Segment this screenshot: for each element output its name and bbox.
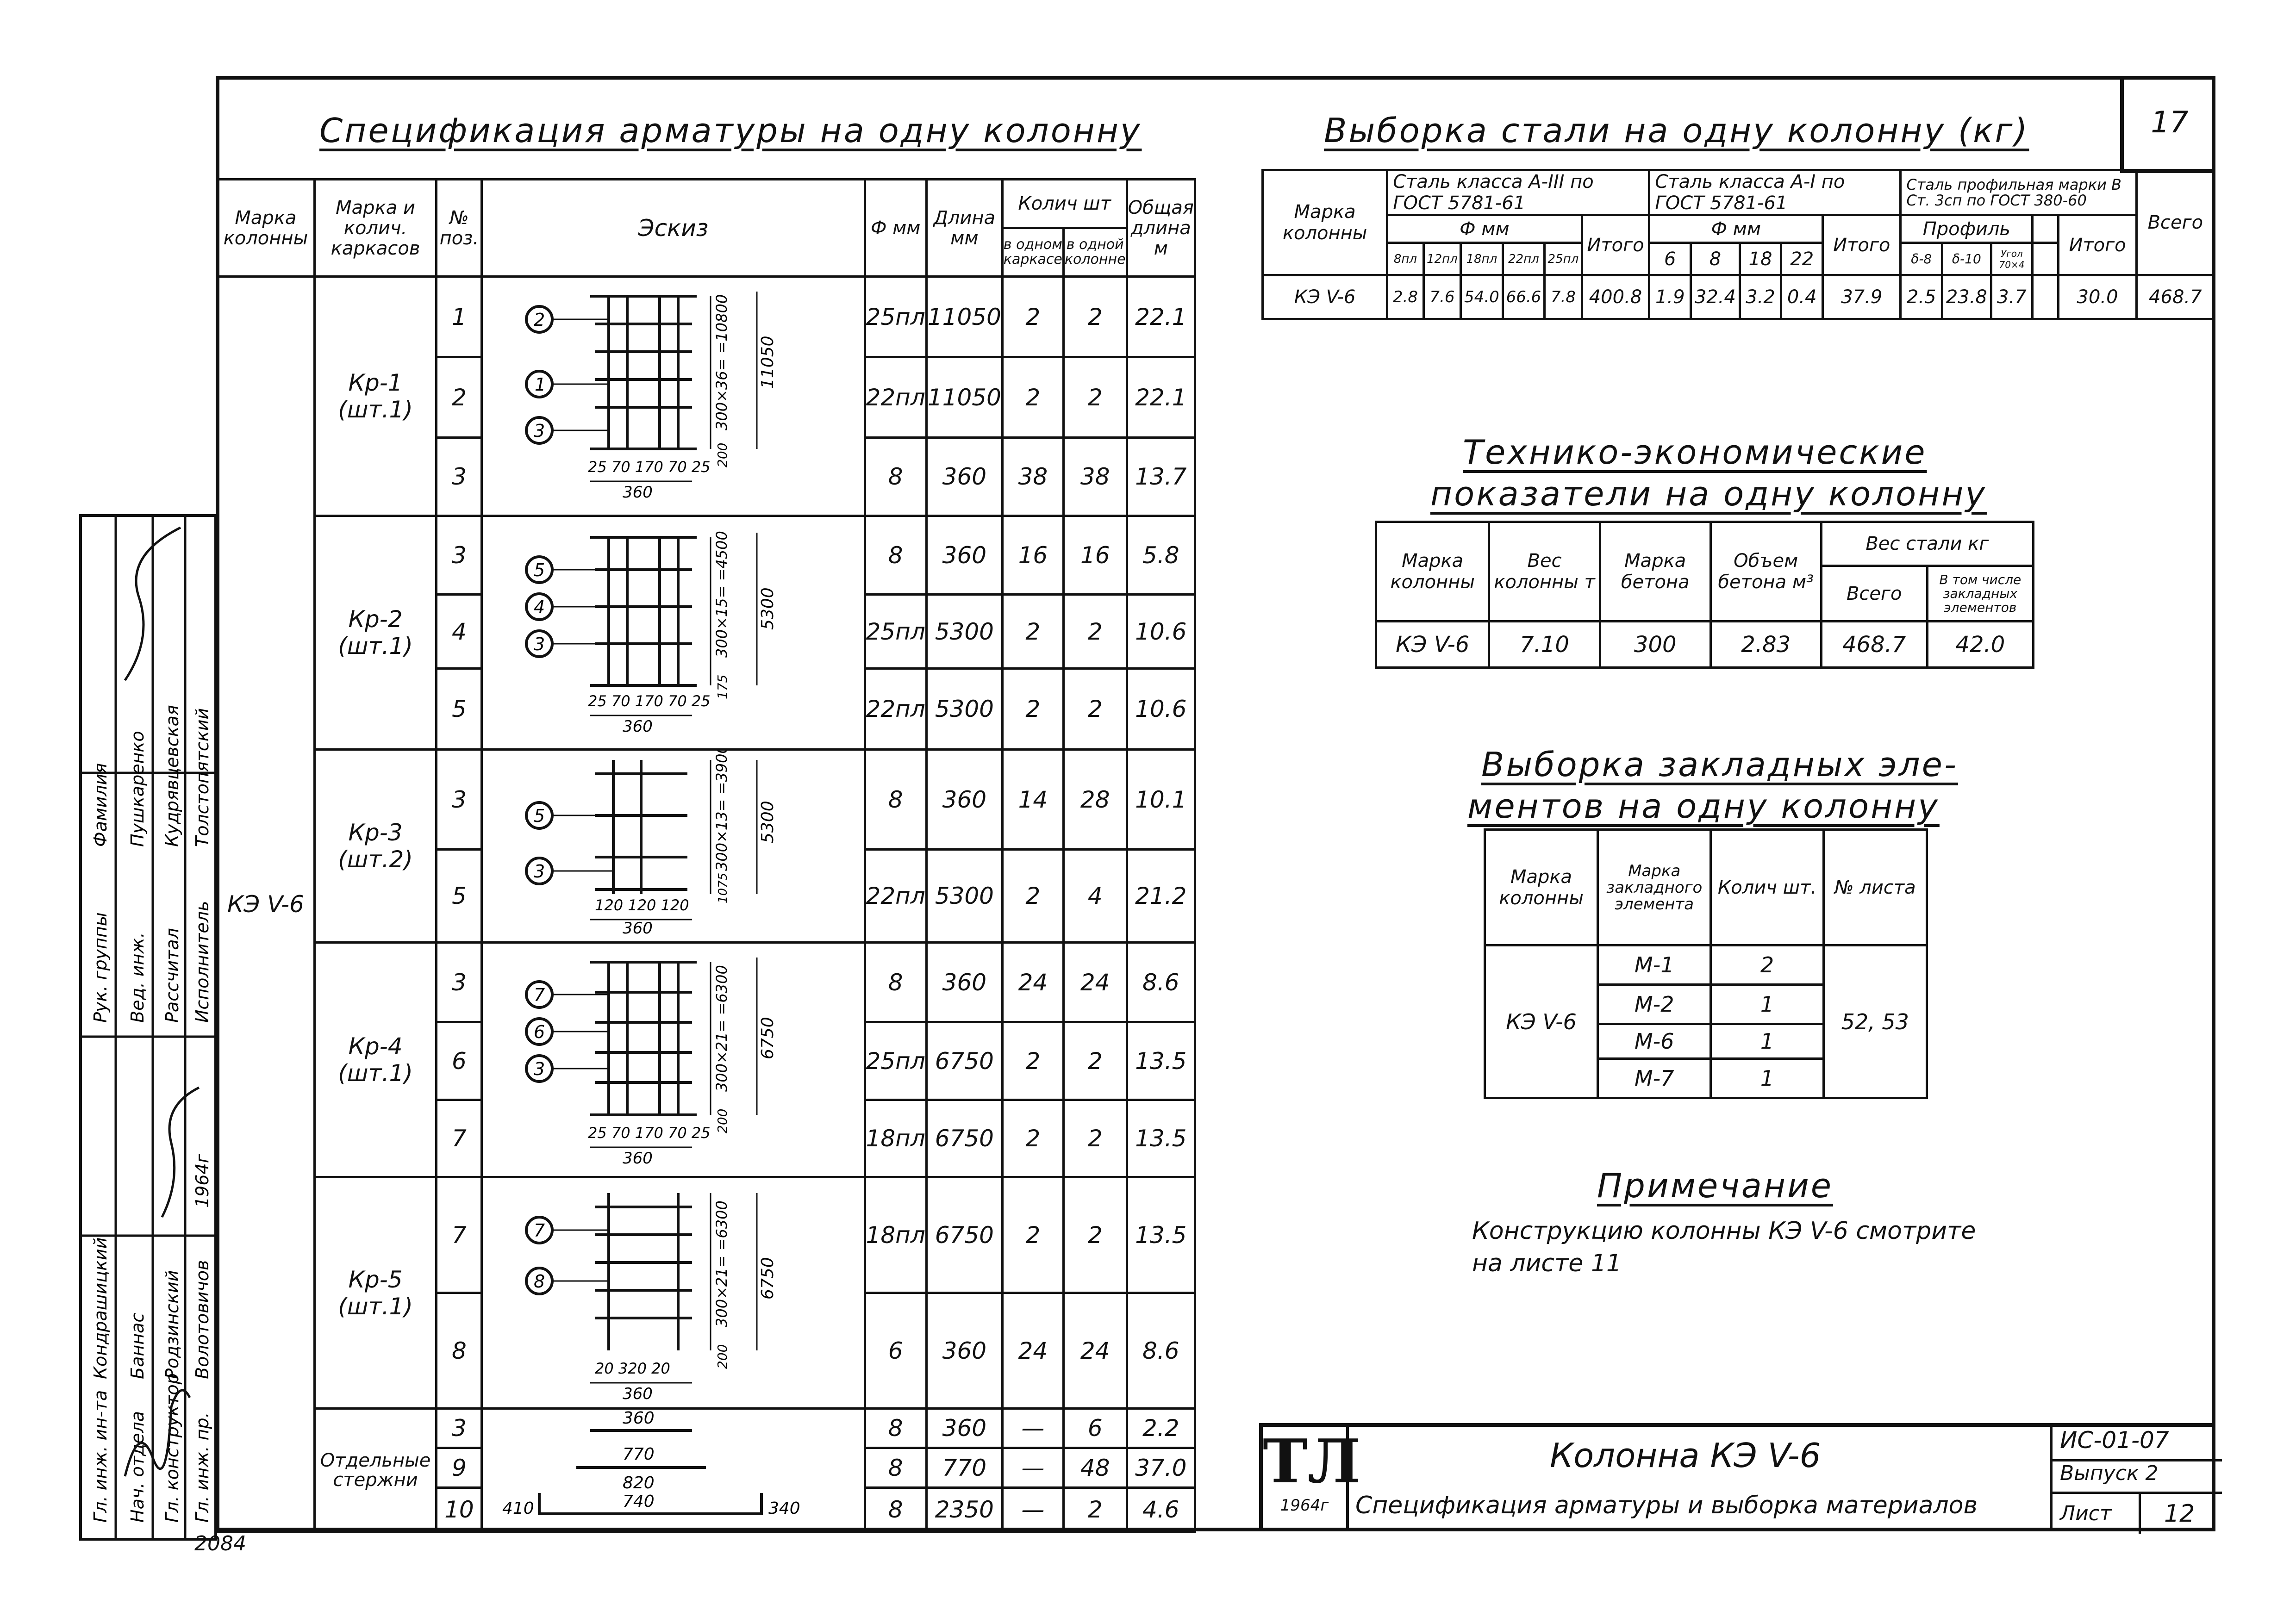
length: 5300 <box>926 595 1002 669</box>
kr5-end: 200 <box>714 1344 730 1369</box>
pos: 3 <box>437 516 482 595</box>
qty-frame: 2 <box>1002 595 1063 669</box>
length: 770 <box>926 1448 1002 1487</box>
teco-h-concrete: Марка бетона <box>1600 522 1710 622</box>
steel-val-blank <box>2033 275 2059 319</box>
steel-a3-total: 400.8 <box>1582 275 1649 319</box>
h-diam: Ф мм <box>865 180 926 277</box>
pos: 3 <box>437 438 482 516</box>
kr4-len: 6750 <box>758 1017 777 1059</box>
kr1-width: 360 <box>622 483 653 502</box>
qty-col: 48 <box>1063 1448 1127 1487</box>
qty-col: 2 <box>1063 1100 1127 1177</box>
diam: 25пл <box>865 1022 926 1100</box>
pos: 7 <box>437 1100 482 1177</box>
steel-h-a3: Сталь класса А-III по ГОСТ 5781-61 <box>1387 170 1649 215</box>
pos: 3 <box>437 943 482 1022</box>
kr5-dim-h: 20 320 20 <box>594 1359 670 1377</box>
diam: 25пл <box>865 595 926 669</box>
emb-el: М-1 <box>1598 945 1711 985</box>
kr3-width: 360 <box>622 919 653 936</box>
pos: 8 <box>437 1293 482 1409</box>
qty-frame: 2 <box>1002 1022 1063 1100</box>
steel-grand-total: 468.7 <box>2136 275 2214 319</box>
svg-text:3: 3 <box>533 861 545 882</box>
diam: 8 <box>865 438 926 516</box>
sketch-kr3-svg <box>484 751 863 936</box>
total: 13.5 <box>1127 1022 1195 1100</box>
qty-frame: 2 <box>1002 1100 1063 1177</box>
steel-prof-c0: δ-8 <box>1901 243 1942 275</box>
emb-el: М-2 <box>1598 985 1711 1024</box>
qty-frame: 24 <box>1002 943 1063 1022</box>
emb-title-1: Выборка закладных эле- <box>1481 745 1958 784</box>
teco-row-mark: КЭ V-6 <box>1376 622 1489 668</box>
signature-sidebar <box>79 514 218 1541</box>
sidebar-name-3: Волотовичов <box>192 1260 212 1379</box>
note-text-1: Конструкцию колонны КЭ V-6 смотрите <box>1472 1217 1976 1245</box>
qty-col: 6 <box>1063 1409 1127 1448</box>
teco-h-mark: Марка колонны <box>1376 522 1489 622</box>
steel-a3-c2: 18пл <box>1461 243 1503 275</box>
emb-qty: 1 <box>1711 985 1823 1024</box>
total: 22.1 <box>1127 277 1195 357</box>
total: 5.8 <box>1127 516 1195 595</box>
sidebar-name-0: Кондрашицкий <box>90 1237 111 1379</box>
svg-text:7: 7 <box>533 1220 545 1241</box>
total: 10.6 <box>1127 669 1195 750</box>
length: 6750 <box>926 1100 1002 1177</box>
steel-val: 1.9 <box>1649 275 1691 319</box>
emb-table <box>1484 828 1928 1099</box>
h-length: Длина мм <box>926 180 1002 277</box>
svg-text:4: 4 <box>533 597 545 617</box>
bar9-len: 770 <box>622 1445 655 1464</box>
kr5-width: 360 <box>622 1384 653 1401</box>
note-text-2: на листе 11 <box>1472 1250 1622 1277</box>
emb-h-el: Марка закладного элемента <box>1598 830 1711 945</box>
svg-text:3: 3 <box>533 421 545 441</box>
note-title: Примечание <box>1597 1166 1834 1205</box>
steel-prof-c1: δ-10 <box>1942 243 1991 275</box>
steel-val: 66.6 <box>1503 275 1545 319</box>
steel-prof-total: 30.0 <box>2059 275 2136 319</box>
sketch-kr1 <box>482 277 865 516</box>
pos: 5 <box>437 850 482 943</box>
sketch-kr2 <box>482 516 865 750</box>
h-pos: № поз. <box>437 180 482 277</box>
bar10-right: 340 <box>768 1499 800 1518</box>
frame-kr3: Кр-3 (шт.2) <box>314 750 437 943</box>
diam: 25пл <box>865 277 926 357</box>
kr3-len: 5300 <box>758 801 777 843</box>
kr1-dim-h: 25 70 170 70 25 <box>587 458 711 476</box>
sidebar-name-6: Кудрявцевская <box>162 705 182 847</box>
steel-h-profile: Профиль <box>1901 215 2033 243</box>
steel-prof-blank <box>2033 243 2059 275</box>
h-column-mark: Марка колонны <box>217 180 315 277</box>
stamp-subtitle: Спецификация арматуры и выборка материалов <box>1355 1492 1978 1519</box>
steel-a3-c3: 22пл <box>1503 243 1545 275</box>
pos: 5 <box>437 669 482 750</box>
svg-text:7: 7 <box>533 985 545 1005</box>
qty-col: 24 <box>1063 1293 1127 1409</box>
qty-col: 2 <box>1063 1487 1127 1532</box>
steel-a3-c4: 25пл <box>1545 243 1582 275</box>
steel-val: 3.2 <box>1740 275 1781 319</box>
sidebar-name-1: Баннас <box>127 1312 148 1379</box>
qty-frame: 24 <box>1002 1293 1063 1409</box>
emb-title-2: ментов на одну колонну <box>1467 787 1940 826</box>
total: 4.6 <box>1127 1487 1195 1532</box>
steel-val: 32.4 <box>1691 275 1740 319</box>
qty-col: 2 <box>1063 669 1127 750</box>
pos: 4 <box>437 595 482 669</box>
steel-a1-c3: 22 <box>1781 243 1823 275</box>
total: 2.2 <box>1127 1409 1195 1448</box>
diam: 8 <box>865 1409 926 1448</box>
sidebar-role-8: Исполнитель <box>192 901 212 1023</box>
sidebar-role-1: Нач. отдела <box>127 1411 148 1523</box>
steel-h-total: Всего <box>2136 170 2214 275</box>
teco-h-all: Всего <box>1821 566 1927 622</box>
pos: 6 <box>437 1022 482 1100</box>
svg-text:3: 3 <box>533 634 545 654</box>
sheet-number: 17 <box>2151 106 2189 140</box>
qty-frame: — <box>1002 1487 1063 1532</box>
sketch-kr5 <box>482 1177 865 1409</box>
qty-frame: 14 <box>1002 750 1063 850</box>
sketch-kr3 <box>482 750 865 943</box>
kr5-len: 6750 <box>758 1256 777 1300</box>
stamp-title: Колонна КЭ V-6 <box>1550 1436 1821 1475</box>
length: 6750 <box>926 1177 1002 1293</box>
kr5-dim-v: 300×21= =6300 <box>712 1200 730 1327</box>
teco-table <box>1375 521 2034 669</box>
steel-val: 54.0 <box>1461 275 1503 319</box>
qty-col: 2 <box>1063 277 1127 357</box>
h-total: Общая длина м <box>1127 180 1195 277</box>
diam: 22пл <box>865 357 926 438</box>
diam: 22пл <box>865 850 926 943</box>
qty-col: 2 <box>1063 595 1127 669</box>
length: 360 <box>926 438 1002 516</box>
handwritten-total: 2084 <box>194 1532 246 1555</box>
steel-h-itogo-a3: Итого <box>1582 215 1649 275</box>
qty-frame: 16 <box>1002 516 1063 595</box>
length: 11050 <box>926 357 1002 438</box>
title-block <box>1259 1423 2215 1531</box>
total: 37.0 <box>1127 1448 1195 1487</box>
emb-qty: 2 <box>1711 945 1823 985</box>
spec-table <box>216 178 1196 1533</box>
qty-col: 4 <box>1063 850 1127 943</box>
kr1-dim-v: 300×36= =10800 <box>712 294 730 430</box>
emb-el: М-6 <box>1598 1024 1711 1059</box>
frame-kr5: Кр-5 (шт.1) <box>314 1177 437 1409</box>
qty-col: 16 <box>1063 516 1127 595</box>
qty-col: 24 <box>1063 943 1127 1022</box>
total: 10.6 <box>1127 595 1195 669</box>
diam: 6 <box>865 1293 926 1409</box>
length: 5300 <box>926 669 1002 750</box>
steel-a3-c0: 8пл <box>1387 243 1424 275</box>
sketch-kr4 <box>482 943 865 1177</box>
steel-h-itogo-prof: Итого <box>2059 215 2136 275</box>
svg-text:5: 5 <box>533 806 545 826</box>
pos: 7 <box>437 1177 482 1293</box>
length: 11050 <box>926 277 1002 357</box>
steel-a1-c2: 18 <box>1740 243 1781 275</box>
steel-a3-c1: 12пл <box>1423 243 1460 275</box>
teco-row-all: 468.7 <box>1821 622 1927 668</box>
sidebar-fam: Фамилия <box>90 763 111 847</box>
spec-title: Спецификация арматуры на одну колонну <box>319 111 1142 150</box>
kr4-dim-h: 25 70 170 70 25 <box>587 1124 711 1142</box>
kr3-end: 1075 <box>716 872 730 903</box>
steel-val: 23.8 <box>1942 275 1991 319</box>
emb-sheets: 52, 53 <box>1823 945 1927 1098</box>
sidebar-name-5: Пушкаренко <box>127 731 148 847</box>
diam: 18пл <box>865 1100 926 1177</box>
steel-prof-c2: Угол 70×4 <box>1991 243 2033 275</box>
length: 360 <box>926 516 1002 595</box>
length: 360 <box>926 943 1002 1022</box>
kr2-width: 360 <box>622 717 653 736</box>
qty-col: 28 <box>1063 750 1127 850</box>
h-qty-frame: в одном каркасе <box>1002 228 1063 277</box>
separate-bars: Отдельные стержни <box>314 1409 437 1532</box>
steel-h-phi-a3: Ф мм <box>1387 215 1582 243</box>
total: 13.5 <box>1127 1100 1195 1177</box>
total: 21.2 <box>1127 850 1195 943</box>
steel-a1-c0: 6 <box>1649 243 1691 275</box>
sketch-kr5-svg <box>484 1179 863 1401</box>
steel-title: Выборка стали на одну колонну (кг) <box>1324 111 2029 150</box>
kr4-end: 200 <box>714 1108 730 1133</box>
sheet-issue: Выпуск 2 <box>2053 1461 2222 1494</box>
sheet-number-box <box>2120 76 2215 173</box>
stamp-right <box>2050 1427 2222 1531</box>
bar10-top: 820 <box>622 1474 655 1492</box>
logo-mark: ТЛ <box>1263 1426 1361 1497</box>
steel-a1-c1: 8 <box>1691 243 1740 275</box>
diam: 8 <box>865 516 926 595</box>
steel-h-prof: Сталь профильная марки В Ст. 3сп по ГОСТ 380-60 <box>1901 170 2136 215</box>
h-qty: Колич шт <box>1002 180 1127 228</box>
steel-h-mark: Марка колонны <box>1263 170 1387 275</box>
teco-h-weight: Вес колонны т <box>1489 522 1600 622</box>
sheet-row <box>2053 1494 2222 1534</box>
emb-h-qty: Колич шт. <box>1711 830 1823 945</box>
total: 13.5 <box>1127 1177 1195 1293</box>
svg-text:3: 3 <box>533 1059 545 1079</box>
pos: 1 <box>437 277 482 357</box>
steel-h-blank <box>2033 215 2059 243</box>
diam: 8 <box>865 750 926 850</box>
steel-val: 7.8 <box>1545 275 1582 319</box>
steel-val: 0.4 <box>1781 275 1823 319</box>
sidebar-role-7: Рассчитал <box>162 928 182 1023</box>
length: 5300 <box>926 850 1002 943</box>
kr4-width: 360 <box>622 1149 653 1168</box>
length: 6750 <box>926 1022 1002 1100</box>
length: 360 <box>926 1409 1002 1448</box>
sidebar-name-2: Родзинский <box>162 1270 182 1379</box>
sidebar-role-6: Вед. инж. <box>127 932 148 1023</box>
qty-col: 2 <box>1063 357 1127 438</box>
qty-frame: 2 <box>1002 277 1063 357</box>
kr1-len: 11050 <box>758 336 777 389</box>
qty-frame: 2 <box>1002 669 1063 750</box>
steel-val: 2.8 <box>1387 275 1424 319</box>
frame-kr1: Кр-1 (шт.1) <box>314 277 437 516</box>
pos: 3 <box>437 1409 482 1448</box>
teco-h-steel: Вес стали кг <box>1821 522 2033 566</box>
total: 13.7 <box>1127 438 1195 516</box>
svg-text:1: 1 <box>534 374 546 395</box>
sheet-code: ИС-01-07 <box>2053 1427 2222 1461</box>
steel-row-mark: КЭ V-6 <box>1263 275 1387 319</box>
steel-h-itogo-a1: Итого <box>1823 215 1901 275</box>
logo-year: 1964г <box>1280 1496 1329 1515</box>
sketch-bars <box>482 1409 865 1532</box>
emb-mark: КЭ V-6 <box>1485 945 1598 1098</box>
svg-text:6: 6 <box>533 1022 545 1042</box>
bar10-mid: 740 <box>622 1492 655 1511</box>
emb-el: М-7 <box>1598 1059 1711 1098</box>
kr3-dim-v: 300×13= =3900 <box>712 751 730 871</box>
steel-val: 7.6 <box>1423 275 1460 319</box>
teco-row-concrete: 300 <box>1600 622 1710 668</box>
steel-val: 3.7 <box>1991 275 2033 319</box>
steel-h-a1: Сталь класса А-I по ГОСТ 5781-61 <box>1649 170 1901 215</box>
pos: 2 <box>437 357 482 438</box>
bar3-len: 360 <box>622 1410 655 1428</box>
teco-row-weight: 7.10 <box>1489 622 1600 668</box>
bar10-left: 410 <box>502 1499 534 1518</box>
kr3-dim-h: 120 120 120 <box>594 896 689 914</box>
teco-h-volume: Объем бетона м³ <box>1710 522 1821 622</box>
length: 2350 <box>926 1487 1002 1532</box>
sidebar-name-9: Толстопятский <box>192 708 212 847</box>
emb-qty: 1 <box>1711 1059 1823 1098</box>
svg-text:8: 8 <box>533 1271 545 1292</box>
steel-a1-total: 37.9 <box>1823 275 1901 319</box>
sketch-kr4-svg <box>484 944 863 1170</box>
h-sketch: Эскиз <box>482 180 865 277</box>
column-mark: КЭ V-6 <box>227 891 304 918</box>
length: 360 <box>926 1293 1002 1409</box>
teco-row-volume: 2.83 <box>1710 622 1821 668</box>
logo-cell <box>1263 1426 1361 1531</box>
frame-kr2: Кр-2 (шт.1) <box>314 516 437 750</box>
sketch-kr2-svg <box>484 519 863 741</box>
diam: 8 <box>865 943 926 1022</box>
sketch-bars-svg <box>484 1410 863 1525</box>
teco-title-2: показатели на одну колонну <box>1430 474 1987 513</box>
total: 8.6 <box>1127 943 1195 1022</box>
h-qty-col: в одной колонне <box>1063 228 1127 277</box>
sidebar-role-3: Гл. инж. пр. <box>192 1412 212 1523</box>
kr2-end: 175 <box>714 674 730 699</box>
sheet-no: 12 <box>2164 1500 2195 1528</box>
col-mark-cell <box>217 277 315 1532</box>
svg-text:2: 2 <box>533 310 545 330</box>
h-frame-mark: Марка и колич. каркасов <box>314 180 437 277</box>
steel-val: 2.5 <box>1901 275 1942 319</box>
pos: 9 <box>437 1448 482 1487</box>
sidebar-role-5: Рук. группы <box>90 912 111 1023</box>
qty-frame: 2 <box>1002 850 1063 943</box>
qty-col: 2 <box>1063 1177 1127 1293</box>
total: 10.1 <box>1127 750 1195 850</box>
steel-h-phi-a1: Ф мм <box>1649 215 1823 243</box>
diam: 22пл <box>865 669 926 750</box>
teco-h-embedded: В том числе закладных элементов <box>1927 566 2033 622</box>
qty-frame: — <box>1002 1448 1063 1487</box>
steel-table <box>1261 169 2215 320</box>
qty-col: 38 <box>1063 438 1127 516</box>
pos: 10 <box>437 1487 482 1532</box>
emb-h-sheet: № листа <box>1823 830 1927 945</box>
total: 22.1 <box>1127 357 1195 438</box>
sidebar-year: 1964г <box>192 1154 212 1208</box>
qty-frame: 2 <box>1002 1177 1063 1293</box>
total: 8.6 <box>1127 1293 1195 1409</box>
sheet-label: Лист <box>2053 1494 2141 1534</box>
diam: 8 <box>865 1487 926 1532</box>
kr1-end: 200 <box>714 442 730 467</box>
kr2-len: 5300 <box>758 587 777 630</box>
kr2-dim-v: 300×15= =4500 <box>712 531 730 658</box>
qty-frame: 38 <box>1002 438 1063 516</box>
diam: 18пл <box>865 1177 926 1293</box>
length: 360 <box>926 750 1002 850</box>
teco-row-embedded: 42.0 <box>1927 622 2033 668</box>
qty-col: 2 <box>1063 1022 1127 1100</box>
pos: 3 <box>437 750 482 850</box>
diam: 8 <box>865 1448 926 1487</box>
sidebar-role-0: Гл. инж. ин-та <box>90 1390 111 1523</box>
svg-text:5: 5 <box>533 560 545 580</box>
emb-qty: 1 <box>1711 1024 1823 1059</box>
frame-kr4: Кр-4 (шт.1) <box>314 943 437 1177</box>
sketch-kr1-svg <box>484 278 863 509</box>
sidebar-role-2: Гл. конструктор <box>162 1373 182 1523</box>
qty-frame: 2 <box>1002 357 1063 438</box>
qty-frame: — <box>1002 1409 1063 1448</box>
emb-h-mark: Марка колонны <box>1485 830 1598 945</box>
kr2-dim-h: 25 70 170 70 25 <box>587 692 711 710</box>
kr4-dim-v: 300×21= =6300 <box>712 965 730 1092</box>
teco-title-1: Технико-экономические <box>1463 433 1927 472</box>
